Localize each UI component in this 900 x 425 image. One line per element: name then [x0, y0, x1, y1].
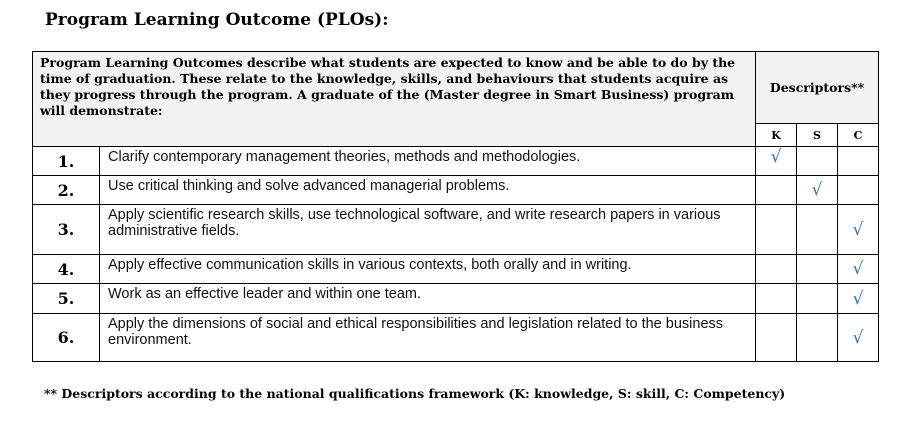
table-row — [33, 176, 879, 205]
check-icon: √ — [756, 147, 797, 176]
table-row — [33, 255, 879, 284]
outcome-text: Apply the dimensions of social and ethical responsibilities and legislation related to the business environment. — [100, 314, 756, 362]
descriptor-k-cell — [756, 205, 797, 255]
descriptor-k-cell — [756, 176, 797, 205]
descriptor-k-header: K — [756, 124, 797, 147]
descriptor-c-cell — [838, 176, 879, 205]
descriptor-k-cell — [756, 284, 797, 314]
check-icon: √ — [838, 205, 879, 255]
outcome-number: 1. — [33, 147, 100, 176]
footnote: ** Descriptors according to the national qualifications framework (K: knowledge, S: skill, C: Competency) — [44, 386, 786, 401]
descriptor-s-cell — [797, 255, 838, 284]
descriptor-s-cell — [797, 284, 838, 314]
outcome-text: Use critical thinking and solve advanced managerial problems. — [100, 176, 756, 205]
outcome-number: 3. — [33, 205, 100, 255]
page-title: Program Learning Outcome (PLOs): — [45, 10, 389, 30]
check-icon: √ — [838, 284, 879, 314]
outcome-text: Apply effective communication skills in various contexts, both orally and in writing. — [100, 255, 756, 284]
descriptor-k-cell — [756, 314, 797, 362]
outcome-number: 5. — [33, 284, 100, 314]
table-row — [33, 284, 879, 314]
outcome-text: Work as an effective leader and within one team. — [100, 284, 756, 314]
outcome-text: Apply scientific research skills, use technological software, and write research papers in various administrative fields. — [100, 205, 756, 255]
table-row — [33, 205, 879, 255]
outcome-number: 2. — [33, 176, 100, 205]
table-row — [33, 314, 879, 362]
descriptor-s-header: S — [797, 124, 838, 147]
check-icon: √ — [838, 255, 879, 284]
outcome-number: 4. — [33, 255, 100, 284]
descriptors-header: Descriptors** — [756, 52, 879, 124]
table-row — [33, 147, 879, 176]
descriptor-s-cell — [797, 147, 838, 176]
check-icon: √ — [797, 176, 838, 205]
intro-text: Program Learning Outcomes describe what students are expected to know and be able to do by the time of graduation. These relate to the knowledge, skills, and behaviours that students acquire as they progress through the program. A graduate of the (Master degree in Smart Business) program will demonstrate: — [33, 52, 756, 147]
descriptor-c-cell — [838, 147, 879, 176]
descriptor-c-header: C — [838, 124, 879, 147]
outcome-text: Clarify contemporary management theories, methods and methodologies. — [100, 147, 756, 176]
descriptor-k-cell — [756, 255, 797, 284]
check-icon: √ — [838, 314, 879, 362]
outcome-number: 6. — [33, 314, 100, 362]
header-row — [33, 52, 879, 124]
descriptor-s-cell — [797, 314, 838, 362]
plo-table — [32, 51, 879, 362]
descriptor-s-cell — [797, 205, 838, 255]
